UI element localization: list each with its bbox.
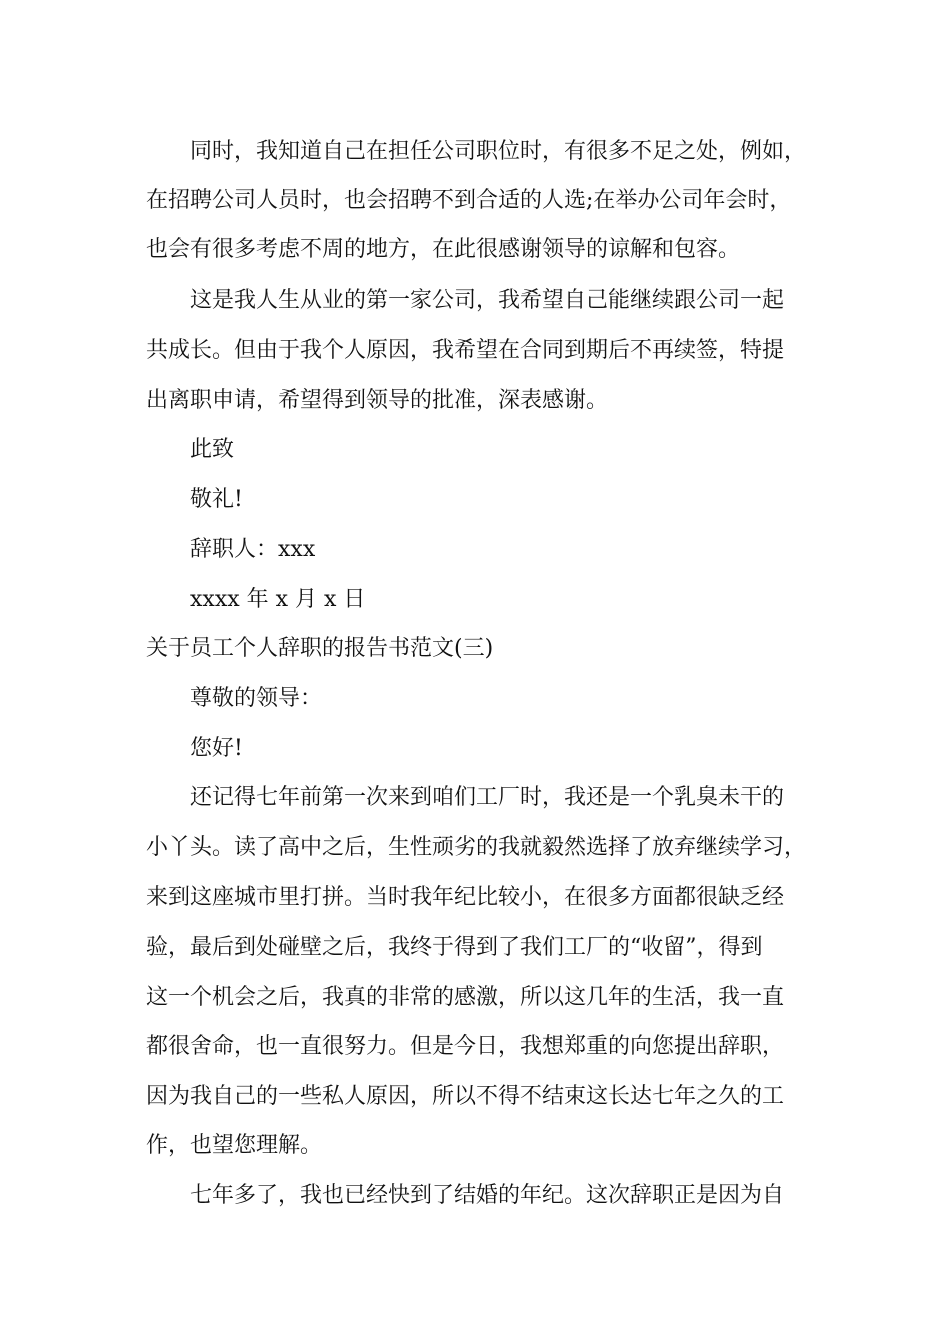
date-line: xxxx 年 x 月 x 日	[190, 587, 366, 612]
paragraph-line: 都很舍命，也一直很努力。但是今日，我想郑重的向您提出辞职，	[146, 1034, 785, 1059]
paragraph-line: 因为我自己的一些私人原因，所以不得不结束这长达七年之久的工	[146, 1084, 785, 1109]
paragraph-line: 还记得七年前第一次来到咱们工厂时，我还是一个乳臭未干的	[190, 785, 785, 810]
section-heading: 关于员工个人辞职的报告书范文(三)	[146, 636, 494, 661]
paragraph-line: 验，最后到处碰壁之后，我终于得到了我们工厂的“收留”，得到	[146, 935, 763, 960]
paragraph-line: 作，也望您理解。	[146, 1133, 323, 1158]
paragraph-line: 也会有很多考虑不周的地方，在此很感谢领导的谅解和包容。	[146, 237, 741, 262]
paragraph-line: 这一个机会之后，我真的非常的感激，所以这几年的生活，我一直	[146, 985, 785, 1010]
paragraph-line: 同时，我知道自己在担任公司职位时，有很多不足之处，例如，	[190, 139, 807, 164]
paragraph-line: 七年多了，我也已经快到了结婚的年纪。这次辞职正是因为自	[190, 1183, 785, 1208]
signature-line: 辞职人：xxx	[190, 537, 316, 562]
greeting-line: 尊敬的领导：	[190, 686, 323, 711]
greeting-line: 您好!	[190, 736, 243, 761]
paragraph-line: 在招聘公司人员时，也会招聘不到合适的人选;在举办公司年会时，	[146, 188, 792, 213]
paragraph-line: 共成长。但由于我个人原因，我希望在合同到期后不再续签，特提	[146, 338, 785, 363]
closing-line: 此致	[190, 437, 235, 462]
paragraph-line: 来到这座城市里打拼。当时我年纪比较小，在很多方面都很缺乏经	[146, 885, 785, 910]
salutation-line: 敬礼!	[190, 487, 243, 512]
paragraph-line: 这是我人生从业的第一家公司，我希望自己能继续跟公司一起	[190, 288, 785, 313]
paragraph-line: 出离职申请，希望得到领导的批准，深表感谢。	[146, 388, 609, 413]
paragraph-line: 小丫头。读了高中之后，生性顽劣的我就毅然选择了放弃继续学习，	[146, 835, 807, 860]
